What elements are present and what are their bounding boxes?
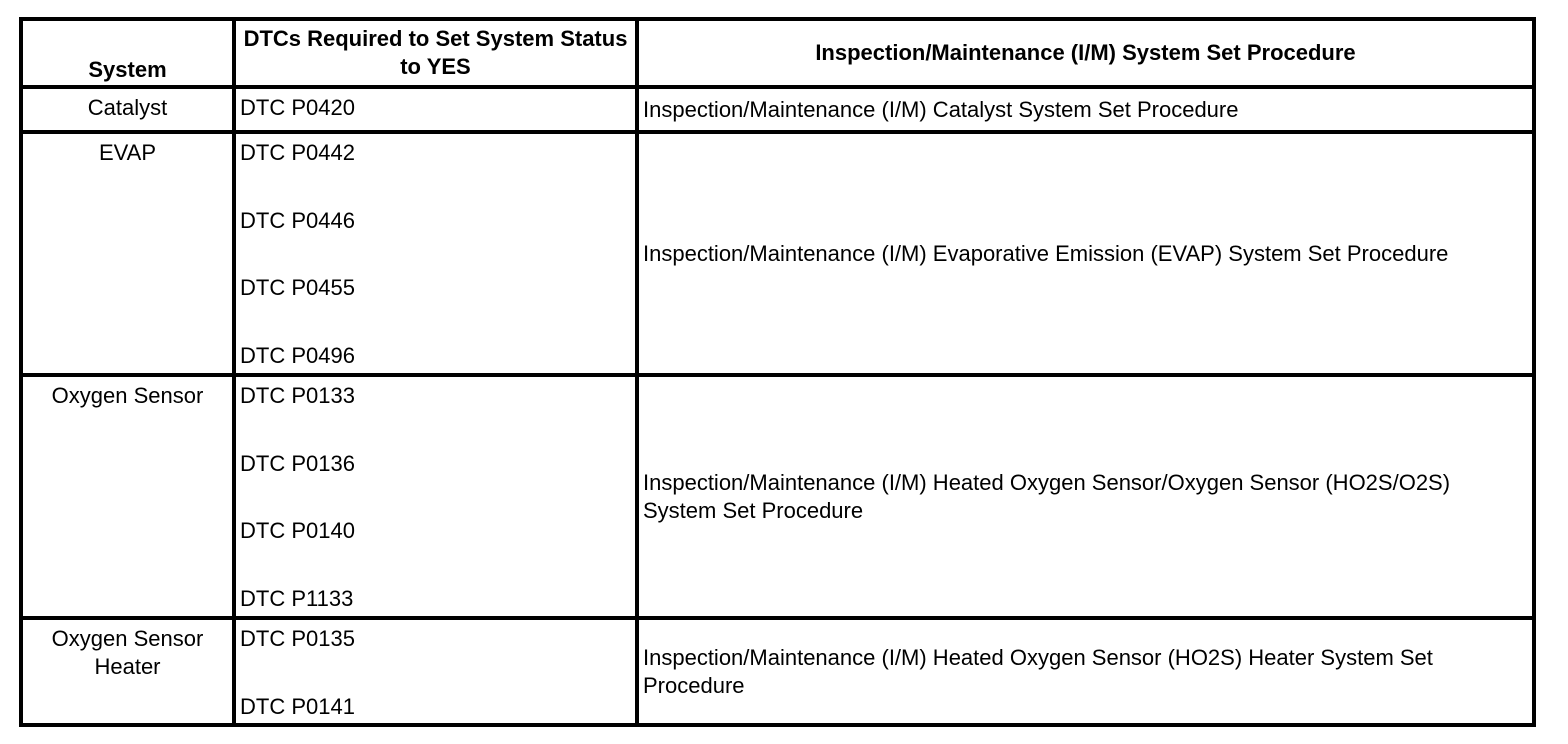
dtc-code: DTC P0420 bbox=[240, 95, 355, 120]
dtc-code: DTC P0446 bbox=[240, 207, 355, 233]
table-row-oxygen-sensor bbox=[21, 375, 1534, 618]
system-name: EVAP bbox=[21, 132, 234, 375]
dtc-list bbox=[234, 132, 637, 375]
dtc-system-status-table bbox=[19, 17, 1536, 727]
dtc-list bbox=[234, 87, 637, 132]
table-row-oxygen-sensor-heater bbox=[21, 618, 1534, 725]
system-name: Oxygen Sensor bbox=[21, 375, 234, 618]
procedure-text: Inspection/Maintenance (I/M) Heated Oxygen Sensor/Oxygen Sensor (HO2S/O2S) System Set Procedure bbox=[637, 375, 1534, 618]
table-header-row bbox=[21, 19, 1534, 87]
procedure-text: Inspection/Maintenance (I/M) Evaporative Emission (EVAP) System Set Procedure bbox=[637, 132, 1534, 375]
header-dtcs-required: DTCs Required to Set System Status to YES bbox=[234, 19, 637, 87]
dtc-list bbox=[234, 618, 637, 725]
dtc-code: DTC P1133 bbox=[240, 585, 354, 611]
header-system: System bbox=[21, 19, 234, 87]
dtc-code: DTC P0496 bbox=[240, 342, 355, 368]
dtc-code: DTC P0442 bbox=[240, 140, 355, 165]
dtc-code: DTC P0141 bbox=[240, 693, 355, 719]
system-name: Catalyst bbox=[21, 87, 234, 132]
table-row-catalyst bbox=[21, 87, 1534, 132]
system-name: Oxygen Sensor Heater bbox=[21, 618, 234, 725]
dtc-code: DTC P0135 bbox=[240, 626, 355, 651]
dtc-code: DTC P0133 bbox=[240, 383, 355, 408]
header-set-procedure: Inspection/Maintenance (I/M) System Set Procedure bbox=[637, 19, 1534, 87]
table-row-evap bbox=[21, 132, 1534, 375]
dtc-code: DTC P0136 bbox=[240, 450, 355, 476]
dtc-code: DTC P0455 bbox=[240, 275, 355, 300]
procedure-text: Inspection/Maintenance (I/M) Catalyst System Set Procedure bbox=[637, 87, 1534, 132]
dtc-list bbox=[234, 375, 637, 618]
procedure-text: Inspection/Maintenance (I/M) Heated Oxygen Sensor (HO2S) Heater System Set Procedure bbox=[637, 618, 1534, 725]
dtc-code: DTC P0140 bbox=[240, 518, 355, 543]
